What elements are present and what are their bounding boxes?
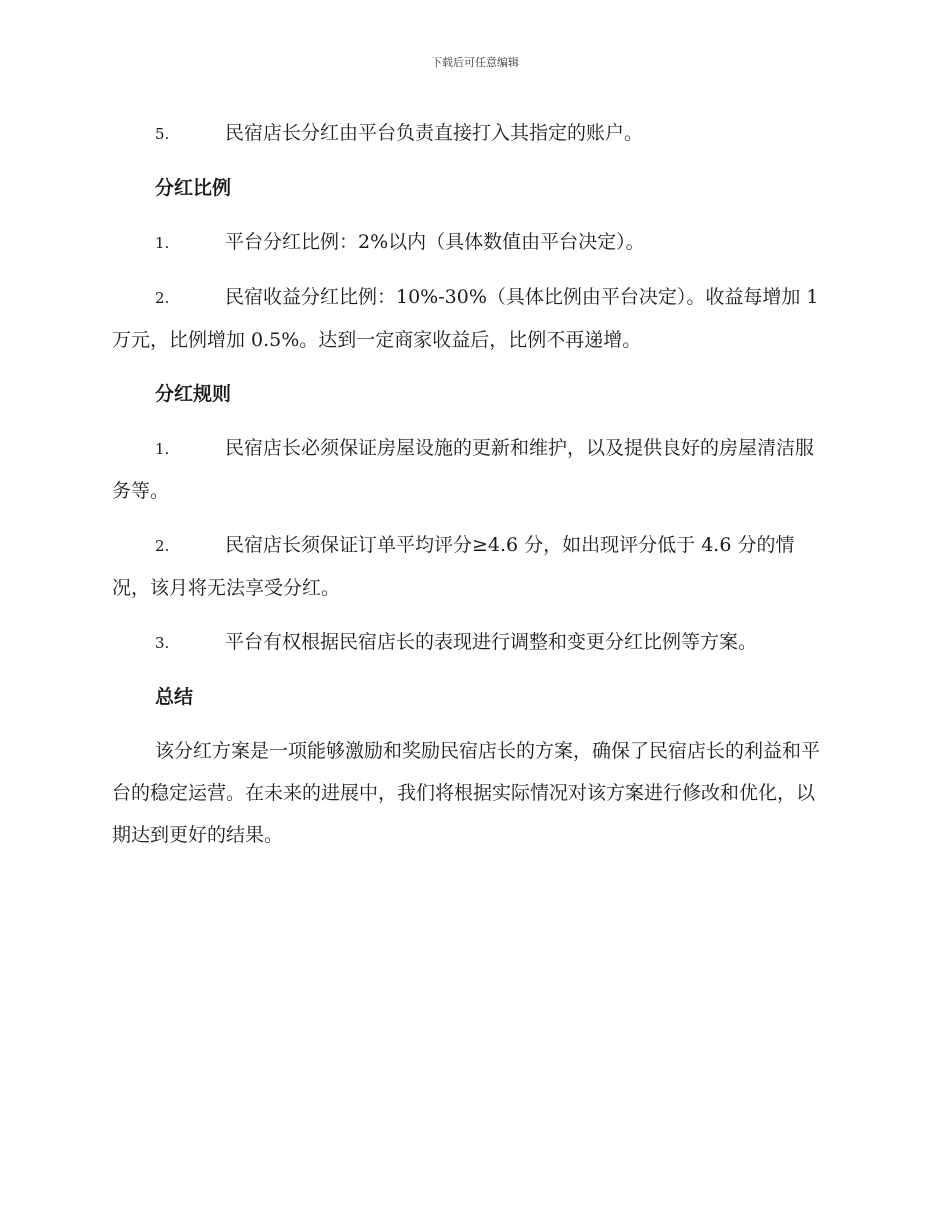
list-item — [112, 276, 832, 361]
section-heading-ratio: 分红比例 — [155, 177, 232, 199]
list-item — [112, 427, 832, 512]
list-item — [112, 524, 832, 609]
document-body — [112, 112, 832, 856]
summary-paragraph: 该分红方案是一项能够激励和奖励民宿店长的方案，确保了民宿店长的利益和平台的稳定运营。在未来的进展中，我们将根据实际情况对该方案进行修改和优化，以期达到更好的结果。 — [112, 740, 821, 846]
list-item-text: 平台有权根据民宿店长的表现进行调整和变更分红比例等方案。 — [225, 631, 758, 653]
list-item-text: 民宿收益分红比例：10%-30%（具体比例由平台决定）。收益每增加 1 万元，比例增加 0.5%。达到一定商家收益后，比例不再递增。 — [112, 286, 819, 351]
list-item-text: 民宿店长分红由平台负责直接打入其指定的账户。 — [225, 122, 644, 144]
list-item — [112, 221, 832, 264]
list-item-text: 平台分红比例：2%以内（具体数值由平台决定）。 — [225, 231, 645, 253]
list-item-number: 2. — [155, 289, 170, 307]
list-item-number: 2. — [155, 537, 170, 555]
list-item-number: 3. — [155, 634, 170, 652]
list-item-number: 1. — [155, 440, 170, 458]
list-item — [112, 112, 832, 155]
list-item — [112, 621, 832, 664]
section-heading-rules: 分红规则 — [155, 383, 232, 405]
page-header: 下载后可任意编辑 — [431, 56, 519, 69]
list-item-number: 1. — [155, 234, 170, 252]
list-item-text: 民宿店长必须保证房屋设施的更新和维护，以及提供良好的房屋清洁服务等。 — [112, 437, 815, 502]
list-item-text: 民宿店长须保证订单平均评分≥4.6 分，如出现评分低于 4.6 分的情况，该月将无法享受分红。 — [112, 534, 795, 599]
section-heading-summary: 总结 — [155, 686, 194, 708]
list-item-number: 5. — [155, 125, 170, 143]
